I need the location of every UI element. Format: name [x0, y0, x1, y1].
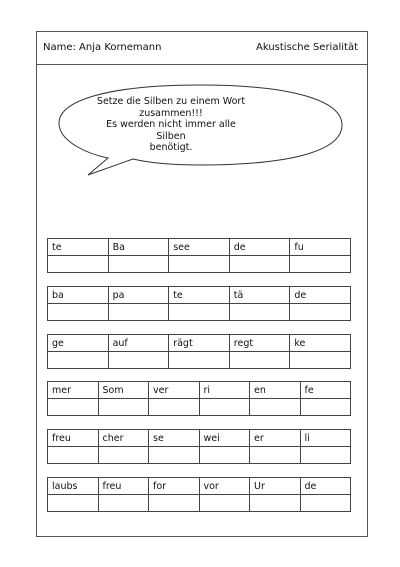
syllable-cell: regt	[229, 335, 290, 352]
answer-cell[interactable]	[48, 495, 99, 512]
answer-cell[interactable]	[250, 447, 301, 464]
syllable-cell: en	[250, 382, 301, 399]
answer-row[interactable]	[48, 352, 351, 369]
syllable-row	[48, 382, 351, 399]
syllable-cell: Ur	[250, 478, 301, 495]
syllable-cell: ri	[199, 382, 250, 399]
answer-row[interactable]	[48, 399, 351, 416]
answer-row[interactable]	[48, 256, 351, 273]
answer-cell[interactable]	[108, 256, 169, 273]
answer-cell[interactable]	[290, 304, 351, 321]
answer-cell[interactable]	[300, 399, 351, 416]
syllable-cell: auf	[108, 335, 169, 352]
syllable-table-6	[47, 477, 351, 512]
syllable-row	[48, 287, 351, 304]
answer-cell[interactable]	[48, 256, 109, 273]
syllable-cell: ke	[290, 335, 351, 352]
instruction-line: zusammen!!!	[139, 107, 203, 119]
answer-cell[interactable]	[300, 447, 351, 464]
answer-cell[interactable]	[199, 447, 250, 464]
answer-cell[interactable]	[250, 495, 301, 512]
syllable-table-2	[47, 286, 351, 321]
answer-row[interactable]	[48, 304, 351, 321]
answer-cell[interactable]	[229, 352, 290, 369]
syllable-cell: for	[149, 478, 200, 495]
syllable-cell: de	[290, 287, 351, 304]
answer-row[interactable]	[48, 495, 351, 512]
answer-cell[interactable]	[48, 304, 109, 321]
syllable-cell: er	[250, 430, 301, 447]
syllable-cell: wei	[199, 430, 250, 447]
answer-cell[interactable]	[98, 447, 149, 464]
answer-cell[interactable]	[169, 352, 230, 369]
author-name: Name: Anja Kornemann	[43, 42, 162, 53]
answer-cell[interactable]	[229, 256, 290, 273]
syllable-table-1	[47, 238, 351, 273]
syllable-table-3	[47, 334, 351, 369]
answer-cell[interactable]	[48, 447, 99, 464]
answer-cell[interactable]	[169, 304, 230, 321]
instruction-line: benötigt.	[149, 142, 193, 153]
answer-cell[interactable]	[149, 399, 200, 416]
syllable-cell: li	[300, 430, 351, 447]
syllable-cell: fu	[290, 239, 351, 256]
answer-cell[interactable]	[108, 304, 169, 321]
syllable-cell: vor	[199, 478, 250, 495]
syllable-table-4	[47, 381, 351, 416]
answer-cell[interactable]	[300, 495, 351, 512]
syllable-row	[48, 478, 351, 495]
syllable-cell: pa	[108, 287, 169, 304]
answer-cell[interactable]	[250, 399, 301, 416]
syllable-row	[48, 335, 351, 352]
syllable-row	[48, 239, 351, 256]
syllable-cell: ba	[48, 287, 109, 304]
answer-cell[interactable]	[199, 399, 250, 416]
syllable-cell: mer	[48, 382, 99, 399]
syllable-cell: Ba	[108, 239, 169, 256]
answer-cell[interactable]	[290, 256, 351, 273]
worksheet-topic: Akustische Serialität	[256, 42, 358, 53]
answer-cell[interactable]	[48, 352, 109, 369]
syllable-cell: te	[48, 239, 109, 256]
syllable-cell: ver	[149, 382, 200, 399]
answer-cell[interactable]	[108, 352, 169, 369]
answer-cell[interactable]	[290, 352, 351, 369]
syllable-cell: Som	[98, 382, 149, 399]
syllable-cell: see	[169, 239, 230, 256]
syllable-cell: rägt	[169, 335, 230, 352]
answer-cell[interactable]	[98, 399, 149, 416]
syllable-cell: freu	[98, 478, 149, 495]
answer-cell[interactable]	[199, 495, 250, 512]
answer-cell[interactable]	[229, 304, 290, 321]
instruction-line: Es werden nicht immer alle Silben	[106, 119, 236, 142]
syllable-cell: fe	[300, 382, 351, 399]
syllable-cell: ge	[48, 335, 109, 352]
syllable-cell: cher	[98, 430, 149, 447]
answer-cell[interactable]	[169, 256, 230, 273]
answer-cell[interactable]	[149, 447, 200, 464]
answer-cell[interactable]	[149, 495, 200, 512]
syllable-cell: se	[149, 430, 200, 447]
syllable-cell: tä	[229, 287, 290, 304]
syllable-row	[48, 430, 351, 447]
syllable-cell: freu	[48, 430, 99, 447]
syllable-cell: te	[169, 287, 230, 304]
instruction-text	[94, 96, 248, 154]
instruction-line: Setze die Silben zu einem Wort	[96, 96, 246, 107]
syllable-cell: de	[300, 478, 351, 495]
answer-row[interactable]	[48, 447, 351, 464]
syllable-table-5	[47, 429, 351, 464]
answer-cell[interactable]	[98, 495, 149, 512]
syllable-cell: laubs	[48, 478, 99, 495]
syllable-cell: de	[229, 239, 290, 256]
answer-cell[interactable]	[48, 399, 99, 416]
